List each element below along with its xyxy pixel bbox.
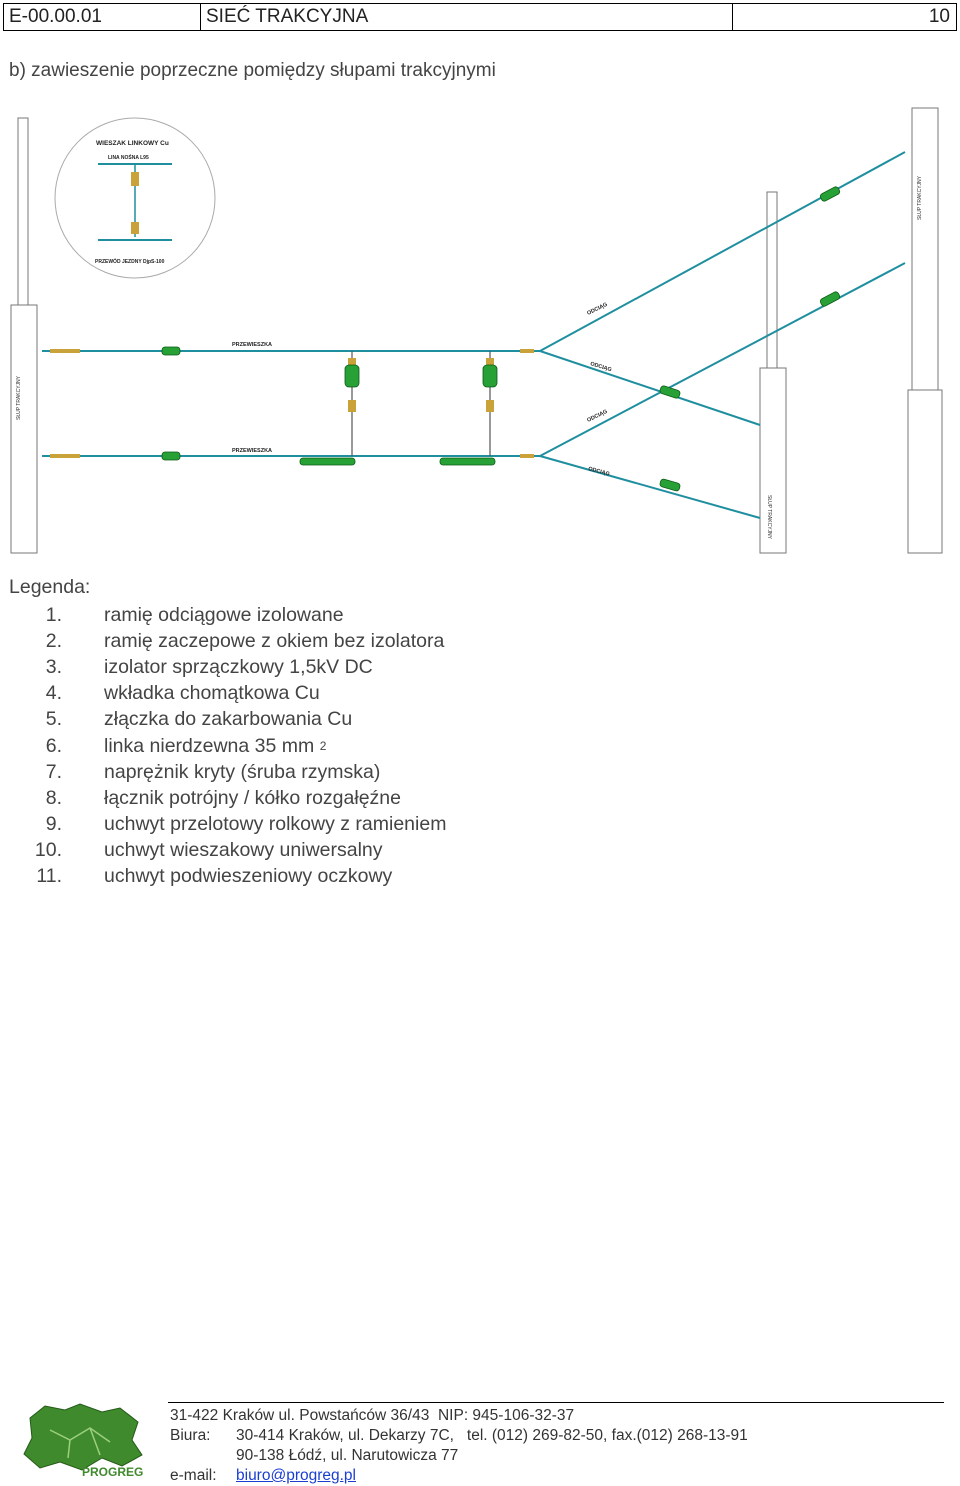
document-title: SIEĆ TRAKCYJNA — [201, 4, 733, 30]
email-link[interactable]: biuro@progreg.pl — [236, 1467, 356, 1484]
legend-list — [9, 602, 446, 890]
legend-item: 6. linka nierdzewna 35 mm 2 — [45, 734, 327, 757]
inset-top-label: LINA NOŚNA L95 — [108, 155, 149, 161]
legend-item: 10. uchwyt wieszakowy uniwersalny — [34, 839, 383, 862]
company-footer — [170, 1406, 748, 1486]
hanger-detail-inset — [55, 118, 215, 278]
office-krakow: 30-414 Kraków, ul. Dekarzy 7C, — [236, 1427, 454, 1444]
middle-pole — [760, 368, 786, 553]
lower-anchor-right — [540, 263, 905, 456]
przewieszka-lower-label: PRZEWIESZKA — [232, 448, 273, 454]
progreg-logo — [10, 1400, 160, 1480]
upper-anchor-middle — [540, 351, 760, 425]
right-pole-label: SŁUP TRAKCYJNY — [917, 176, 923, 220]
przewieszka-upper-label: PRZEWIESZKA — [232, 342, 273, 348]
footer-address: 31-422 Kraków ul. Powstańców 36/43 — [170, 1407, 430, 1424]
insulators — [162, 186, 841, 492]
left-pole-label: SŁUP TRAKCYJNY — [16, 376, 22, 420]
legend-item: 1. ramię odciągowe izolowane — [45, 603, 344, 626]
legend-item: 8. łącznik potrójny / kółko rozgałęźne — [45, 786, 401, 809]
footer-rule — [168, 1402, 944, 1403]
legend — [9, 576, 446, 890]
document-code: E-00.00.01 — [4, 4, 201, 30]
logo-wordmark: PROGREG — [82, 1465, 144, 1479]
middle-pole-top — [767, 192, 777, 370]
legend-item: 3. izolator sprzączkowy 1,5kV DC — [45, 655, 373, 678]
office-lodz: 90-138 Łódź, ul. Narutowicza 77 — [236, 1447, 459, 1464]
legend-item: 7. naprężnik kryty (śruba rzymska) — [45, 760, 381, 783]
legend-item: 5. złączka do zakarbowania Cu — [45, 708, 353, 731]
page-number: 10 — [928, 6, 950, 27]
legend-item: 11. uchwyt podwieszeniowy oczkowy — [36, 865, 393, 888]
upper-anchor-right — [540, 152, 905, 351]
inset-title: WIESZAK LINKOWY Cu — [96, 140, 169, 147]
odciag-label-3: ODCIĄG — [586, 408, 609, 424]
email-label: e-mail: — [170, 1467, 217, 1484]
legend-item: 9. uchwyt przelotowy rolkowy z ramieniem — [45, 813, 447, 836]
suspension-diagram — [0, 100, 960, 555]
offices-label: Biura: — [170, 1427, 211, 1444]
header-table — [3, 3, 957, 31]
section-subtitle: b) zawieszenie poprzeczne pomiędzy słupami trakcyjnymi — [9, 60, 496, 81]
footer-nip: NIP: 945-106-32-37 — [437, 1407, 575, 1424]
middle-pole-label: SŁUP TRAKCYJNY — [766, 495, 772, 539]
odciag-label-1: ODCIĄG — [586, 301, 609, 317]
left-pole — [11, 305, 37, 553]
turnbuckles — [50, 349, 534, 458]
footer-phone: tel. (012) 269-82-50, fax.(012) 268-13-91 — [466, 1427, 748, 1444]
right-pole-base — [908, 390, 942, 553]
odciag-label-4: ODCIĄG — [587, 466, 611, 478]
odciag-label-2: ODCIĄG — [589, 361, 613, 374]
left-pole-top — [18, 118, 28, 310]
legend-title: Legenda: — [9, 576, 91, 598]
droppers — [352, 351, 490, 456]
hanger-fittings — [348, 358, 494, 412]
inset-bottom-label: PRZEWÓD JEZDNY DjpS-100 — [95, 259, 165, 265]
legend-item: 4. wkładka chomątkowa Cu — [45, 682, 320, 705]
legend-item: 2. ramię zaczepowe z okiem bez izolatora — [45, 629, 445, 652]
lower-anchor-middle — [540, 456, 760, 518]
